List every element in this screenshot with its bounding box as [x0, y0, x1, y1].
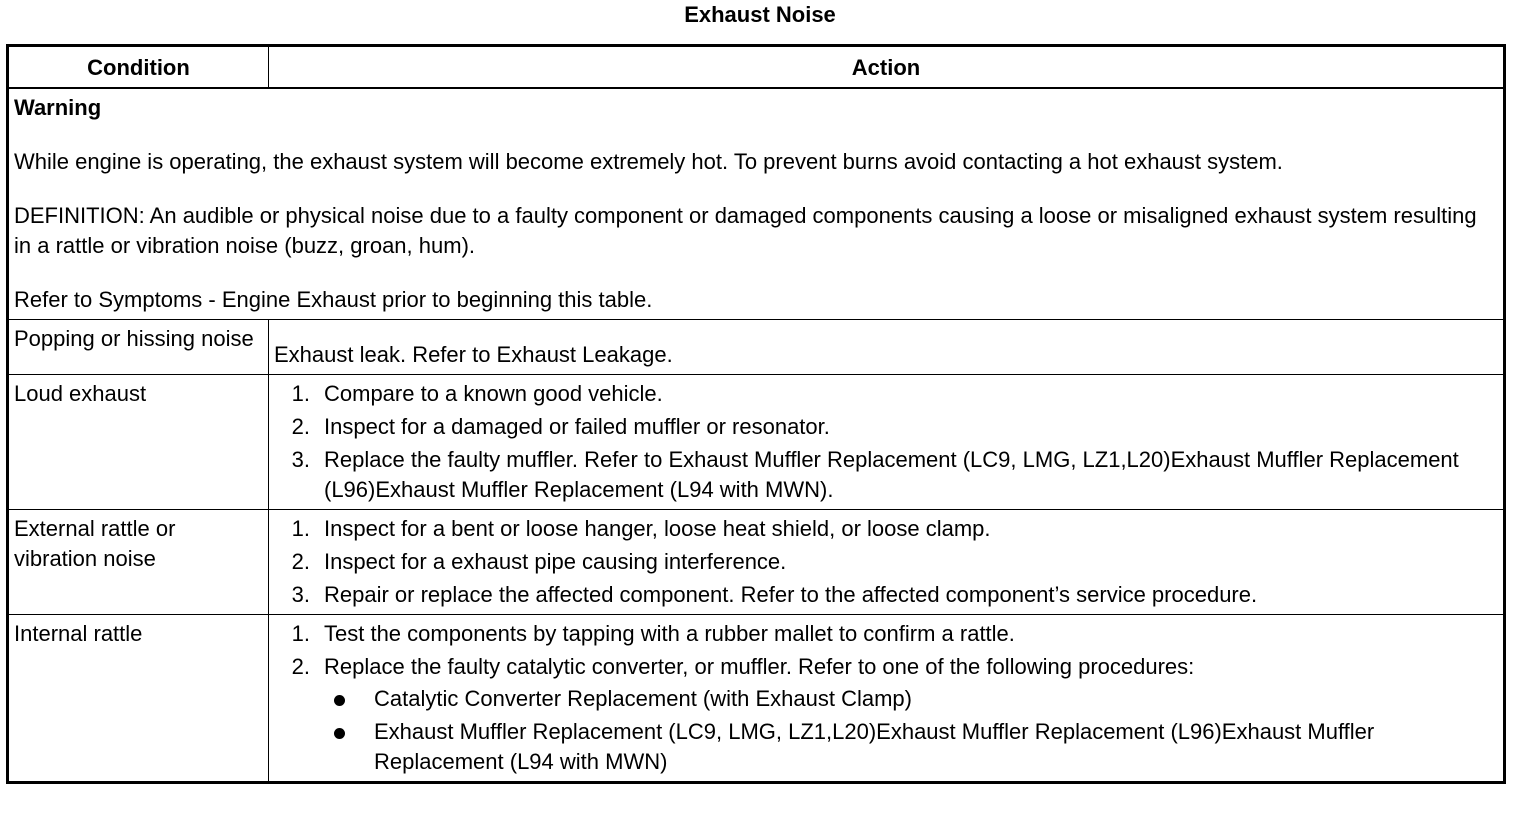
step-content: [324, 652, 1497, 777]
table-row: [8, 510, 1505, 615]
bullet-text: Exhaust Muffler Replacement (LC9, LMG, LZ1,L20)Exhaust Muffler Replacement (L96)Exhaust Muffler Replacement (L94 with MWN): [374, 719, 1375, 774]
condition-cell: External rattle or vibration noise: [8, 510, 269, 615]
step-number: 1.: [291, 516, 310, 541]
action-header: Action: [269, 46, 1505, 89]
list-item: [274, 412, 1497, 442]
step-text: Compare to a known good vehicle.: [324, 381, 663, 406]
list-item: [324, 717, 1497, 777]
warning-heading: Warning: [14, 95, 102, 120]
page-title: Exhaust Noise: [684, 2, 836, 27]
warning-row: [8, 88, 1505, 320]
condition-cell: Popping or hissing noise: [8, 320, 269, 375]
step-list: [274, 379, 1497, 505]
bullet-icon: [324, 684, 374, 714]
header-row: [8, 46, 1505, 89]
condition-header: Condition: [8, 46, 269, 89]
exhaust-noise-table: [6, 44, 1506, 784]
definition-text: DEFINITION: An audible or physical noise due to a faulty component or damaged components causing a loose or misaligned exhaust system resulting in a rattle or vibration noise (buzz, groan, hum).: [14, 203, 1477, 258]
step-text: Test the components by tapping with a rubber mallet to confirm a rattle.: [324, 621, 1015, 646]
step-text: Inspect for a bent or loose hanger, loose heat shield, or loose clamp.: [324, 516, 991, 541]
step-text: Inspect for a exhaust pipe causing interference.: [324, 549, 787, 574]
action-cell: [269, 615, 1505, 783]
list-item: [324, 684, 1497, 714]
list-item: [274, 514, 1497, 544]
table-row: [8, 320, 1505, 375]
table-row: [8, 375, 1505, 510]
condition-cell: Loud exhaust: [8, 375, 269, 510]
step-number: 2.: [291, 549, 310, 574]
action-cell: [269, 375, 1505, 510]
step-number: 3.: [291, 447, 310, 472]
list-item: [274, 580, 1497, 610]
list-item: [274, 445, 1497, 505]
action-cell: [269, 510, 1505, 615]
step-number: 3.: [291, 582, 310, 607]
step-text: Replace the faulty muffler. Refer to Exhaust Muffler Replacement (LC9, LMG, LZ1,L20)Exhaust Muffler Replacement (L96)Exhaust Muffler Replacement (L94 with MWN).: [324, 447, 1459, 502]
step-number: 2.: [291, 654, 310, 679]
warning-text: While engine is operating, the exhaust system will become extremely hot. To prevent burns avoid contacting a hot exhaust system.: [14, 149, 1283, 174]
refer-text: Refer to Symptoms - Engine Exhaust prior to beginning this table.: [14, 287, 653, 312]
step-text: Inspect for a damaged or failed muffler or resonator.: [324, 414, 830, 439]
condition-cell: Internal rattle: [8, 615, 269, 783]
step-text: Replace the faulty catalytic converter, or muffler. Refer to one of the following procedures:: [324, 654, 1195, 679]
step-list: [274, 514, 1497, 610]
list-item: [274, 652, 1497, 777]
step-number: 1.: [291, 621, 310, 646]
table-row: [8, 615, 1505, 783]
step-number: 1.: [291, 381, 310, 406]
step-list: [274, 619, 1497, 777]
bullet-icon: [324, 717, 374, 777]
step-number: 2.: [291, 414, 310, 439]
action-cell: Exhaust leak. Refer to Exhaust Leakage.: [269, 320, 1505, 375]
bullet-list: [324, 684, 1497, 777]
warning-cell: [8, 88, 1505, 320]
list-item: [274, 379, 1497, 409]
list-item: [274, 619, 1497, 649]
list-item: [274, 547, 1497, 577]
step-text: Repair or replace the affected component. Refer to the affected component’s service procedure.: [324, 582, 1258, 607]
bullet-text: Catalytic Converter Replacement (with Exhaust Clamp): [374, 686, 912, 711]
